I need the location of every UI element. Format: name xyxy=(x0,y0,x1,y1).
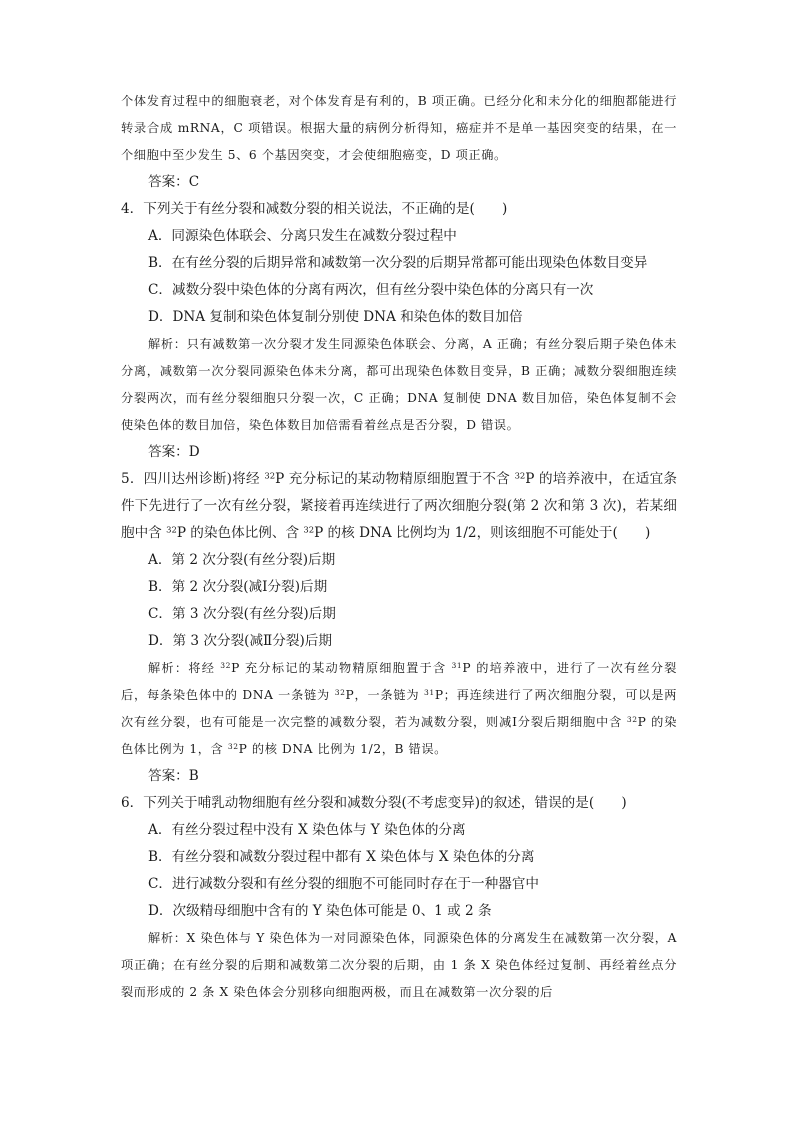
text-run: 个体发育过程中的细胞衰老，对个体发育是有利的，B 项正确。已经分化和未分化的细胞都能进行转录合成 mRNA，C 项错误。根据大量的病例分析得知，癌症并不是单一基因突变的结果，在一个细胞中至少发生 5、6 个基因突变，才会使细胞癌变，D 项正确。 xyxy=(121,94,677,162)
answer-line xyxy=(121,763,677,790)
answer-option xyxy=(121,547,677,574)
text-run: C．进行减数分裂和有丝分裂的细胞不可能同时存在于一种器官中 xyxy=(148,876,540,892)
text-run: P 的培养液中，进行了一次有丝分裂后，每条染色体中的 DNA 一条链为 xyxy=(121,661,677,702)
answer-option xyxy=(121,304,677,331)
text-run: D．第 3 次分裂(减Ⅱ分裂)后期 xyxy=(148,633,332,649)
answer-line xyxy=(121,439,677,466)
text-run: P 充分标记的某动物精原细胞置于含 xyxy=(231,661,452,675)
text-run: 6．下列关于哺乳动物细胞有丝分裂和减数分裂(不考虑变异)的叙述，错误的是( ) xyxy=(121,795,627,811)
isotope-superscript: 32 xyxy=(166,524,177,535)
text-run: B．第 2 次分裂(减Ⅰ分裂)后期 xyxy=(148,579,328,595)
text-run: C．减数分裂中染色体的分离有两次，但有丝分裂中染色体的分离只有一次 xyxy=(148,282,594,298)
isotope-superscript: 32 xyxy=(334,687,346,697)
text-run: 答案：C xyxy=(148,174,200,190)
text-run: P 的核 DNA 比例均为 1/2，则该细胞不可能处于( ) xyxy=(314,525,651,541)
explanation-paragraph xyxy=(121,925,677,1006)
answer-option xyxy=(121,898,677,925)
isotope-superscript: 32 xyxy=(514,470,526,481)
answer-option xyxy=(121,277,677,304)
text-run: A．有丝分裂过程中没有 X 染色体与 Y 染色体的分离 xyxy=(148,822,466,838)
isotope-superscript: 32 xyxy=(626,714,638,724)
answer-option xyxy=(121,601,677,628)
isotope-superscript: 32 xyxy=(264,470,276,481)
text-run: P 的培养液中，在适宜条件下先进行了一次有丝分裂，紧接着再连续进行了两次细胞分裂(第 2 次和第 3 次)，若某细胞中含 xyxy=(121,471,677,541)
text-run: P 的染色体比例、含 xyxy=(176,525,304,541)
answer-option xyxy=(121,817,677,844)
answer-option xyxy=(121,871,677,898)
text-run: P；再连续进行了两次细胞分裂，可以是两次有丝分裂，也有可能是一次完整的减数分裂，若为减数分裂，则减Ⅰ分裂后期细胞中含 xyxy=(121,688,677,729)
text-run: B．有丝分裂和减数分裂过程中都有 X 染色体与 X 染色体的分离 xyxy=(148,849,535,865)
isotope-superscript: 31 xyxy=(451,660,463,670)
explanation-paragraph xyxy=(121,331,677,439)
isotope-superscript: 31 xyxy=(424,687,435,697)
text-run: 答案：B xyxy=(148,768,199,784)
explanation-paragraph xyxy=(121,88,677,169)
text-run: A．第 2 次分裂(有丝分裂)后期 xyxy=(148,552,336,568)
answer-option xyxy=(121,628,677,655)
text-run: 解析：只有减数第一次分裂才发生同源染色体联会、分离，A 正确；有丝分裂后期子染色体未分离，减数第一次分裂同源染色体未分离，都可出现染色体数目变异，B 正确；减数分裂细胞连续分裂两次，而有丝分裂细胞只分裂一次，C 正确；DNA 复制使 DNA 数目加倍，染色体复制不会使染色体的数目加倍，染色体数目加倍需看着丝点是否分裂，D 错误。 xyxy=(121,337,677,432)
text-run: 答案：D xyxy=(148,444,200,460)
text-run: P 的核 DNA 比例为 1/2，B 错误。 xyxy=(238,742,447,756)
text-run: B．在有丝分裂的后期异常和减数第一次分裂的后期异常都可能出现染色体数目变异 xyxy=(148,255,648,271)
explanation-paragraph xyxy=(121,655,677,763)
isotope-superscript: 32 xyxy=(227,741,239,751)
text-run: P，一条链为 xyxy=(345,688,425,702)
document-page xyxy=(121,88,677,1006)
text-run: D．DNA 复制和染色体复制分别使 DNA 和染色体的数目加倍 xyxy=(148,309,523,325)
question-stem xyxy=(121,466,677,547)
text-run: A．同源染色体联会、分离只发生在减数分裂过程中 xyxy=(148,228,457,244)
text-run: P 的染色体比例为 1，含 xyxy=(121,715,677,756)
text-run: P 充分标记的某动物精原细胞置于不含 xyxy=(275,471,515,487)
question-stem xyxy=(121,196,677,223)
text-run: D．次级精母细胞中含有的 Y 染色体可能是 0、1 或 2 条 xyxy=(148,903,492,919)
answer-option xyxy=(121,574,677,601)
answer-option xyxy=(121,844,677,871)
isotope-superscript: 32 xyxy=(303,524,315,535)
answer-line xyxy=(121,169,677,196)
text-run: 4．下列关于有丝分裂和减数分裂的相关说法，不正确的是( ) xyxy=(121,201,508,217)
answer-option xyxy=(121,223,677,250)
isotope-superscript: 32 xyxy=(220,660,232,670)
text-run: 解析：将经 xyxy=(148,661,221,675)
text-run: C．第 3 次分裂(有丝分裂)后期 xyxy=(148,606,336,622)
answer-option xyxy=(121,250,677,277)
text-run: 解析：X 染色体与 Y 染色体为一对同源染色体，同源染色体的分离发生在减数第一次分裂，A 项正确；在有丝分裂的后期和减数第二次分裂的后期，由 1 条 X 染色体经过复制、再经着丝点分裂而形成的 2 条 X 染色体会分别移向细胞两极，而且在减数第一次分裂的后 xyxy=(121,931,677,999)
text-run: 5．四川达州诊断)将经 xyxy=(121,471,265,487)
question-stem xyxy=(121,790,677,817)
